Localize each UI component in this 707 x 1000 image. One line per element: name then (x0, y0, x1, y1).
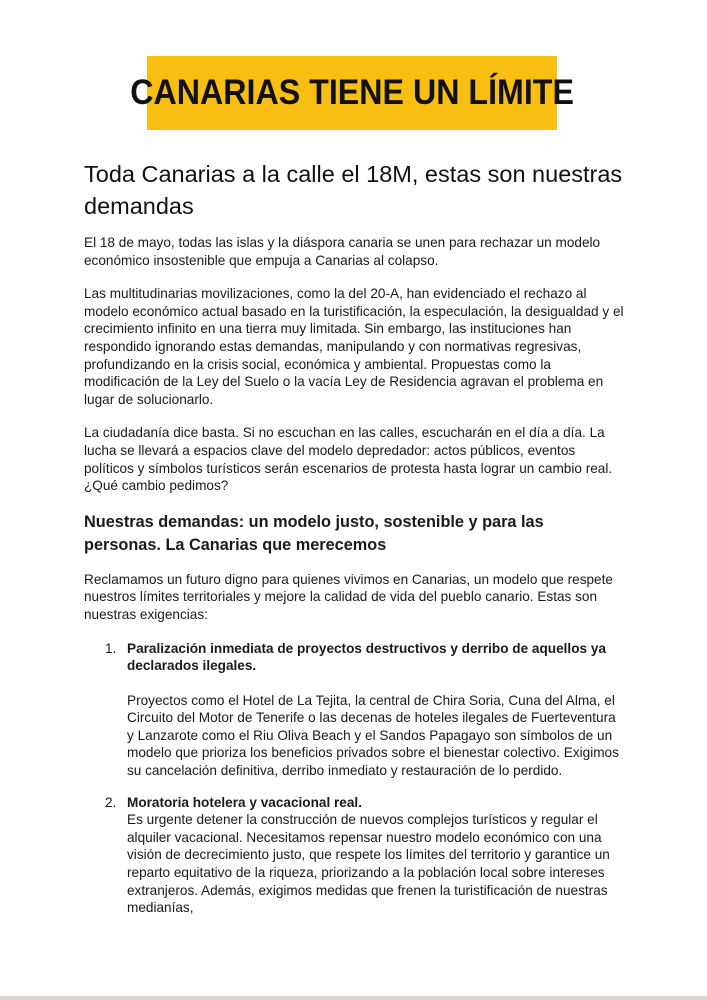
section-heading: Nuestras demandas: un modelo justo, sostenible y para las personas. La Canarias que merecemos (84, 512, 544, 554)
protest-paragraph: La ciudadanía dice basta. Si no escuchan en las calles, escucharán en el día a día. La lucha se llevará a espacios clave del modelo depredador: actos públicos, eventos políticos y símbolos turísticos serán escenarios de protesta hasta lograr un cambio real. ¿Qué cambio pedimos? (84, 425, 613, 494)
intro-paragraph: El 18 de mayo, todas las islas y la diáspora canaria se unen para rechazar un modelo económico insostenible que empuja a Canarias al colapso. (84, 235, 601, 268)
demand-title: Paralización inmediata de proyectos destructivos y derribo de aquellos ya declarados ilegales. (127, 640, 606, 674)
document-content (84, 158, 624, 931)
section-intro: Reclamamos un futuro digno para quienes vivimos en Canarias, un modelo que respete nuestros límites territoriales y mejore la calidad de vida del pueblo canario. Estas son nuestras exigencias: (84, 571, 613, 622)
demands-list (84, 640, 624, 917)
campaign-banner (130, 56, 574, 130)
demand-item (84, 640, 624, 780)
demand-body: Es urgente detener la construcción de nuevos complejos turísticos y regular el alquiler vacacional. Necesitamos repensar nuestro modelo económico con una visión de decrecimiento justo, que respete los límites del territorio y garantice un reparto equitativo de la riqueza, priorizando a la población local sobre intereses extranjeros. Además, exigimos medidas que frenen la turistificación de nuestras medianías, (127, 812, 610, 916)
demand-item (84, 794, 624, 917)
demand-number: 1. (105, 640, 117, 656)
banner-title: CANARIAS TIENE UN LÍMITE (130, 73, 574, 112)
context-paragraph: Las multitudinarias movilizaciones, como la del 20-A, han evidenciado el rechazo al modelo económico actual basado en la turistificación, la especulación, la desigualdad y el crecimiento infinito en una tierra muy limitada. Sin embargo, las instituciones han respondido ignorando estas demandas, manipulando y con normativas regresivas, profundizando en la crisis social, económica y ambiental. Propuestas como la modificación de la Ley del Suelo o la vacía Ley de Residencia agravan el problema en lugar de solucionarlo. (84, 286, 624, 407)
demand-number: 2. (105, 794, 117, 810)
page-bottom-edge (0, 996, 707, 1000)
demand-title: Moratoria hotelera y vacacional real. (127, 794, 362, 810)
document-title: Toda Canarias a la calle el 18M, estas son nuestras demandas (84, 161, 623, 219)
demand-body: Proyectos como el Hotel de La Tejita, la central de Chira Soria, Cuna del Alma, el Circuito del Motor de Tenerife o las decenas de hoteles ilegales de Fuerteventura y Lanzarote como el Riu Oliva Beach y el Sandos Papagayo son símbolos de un modelo que prioriza los beneficios privados sobre el bienestar colectivo. Exigimos su cancelación definitiva, derribo inmediato y restauración de lo perdido. (127, 692, 619, 779)
